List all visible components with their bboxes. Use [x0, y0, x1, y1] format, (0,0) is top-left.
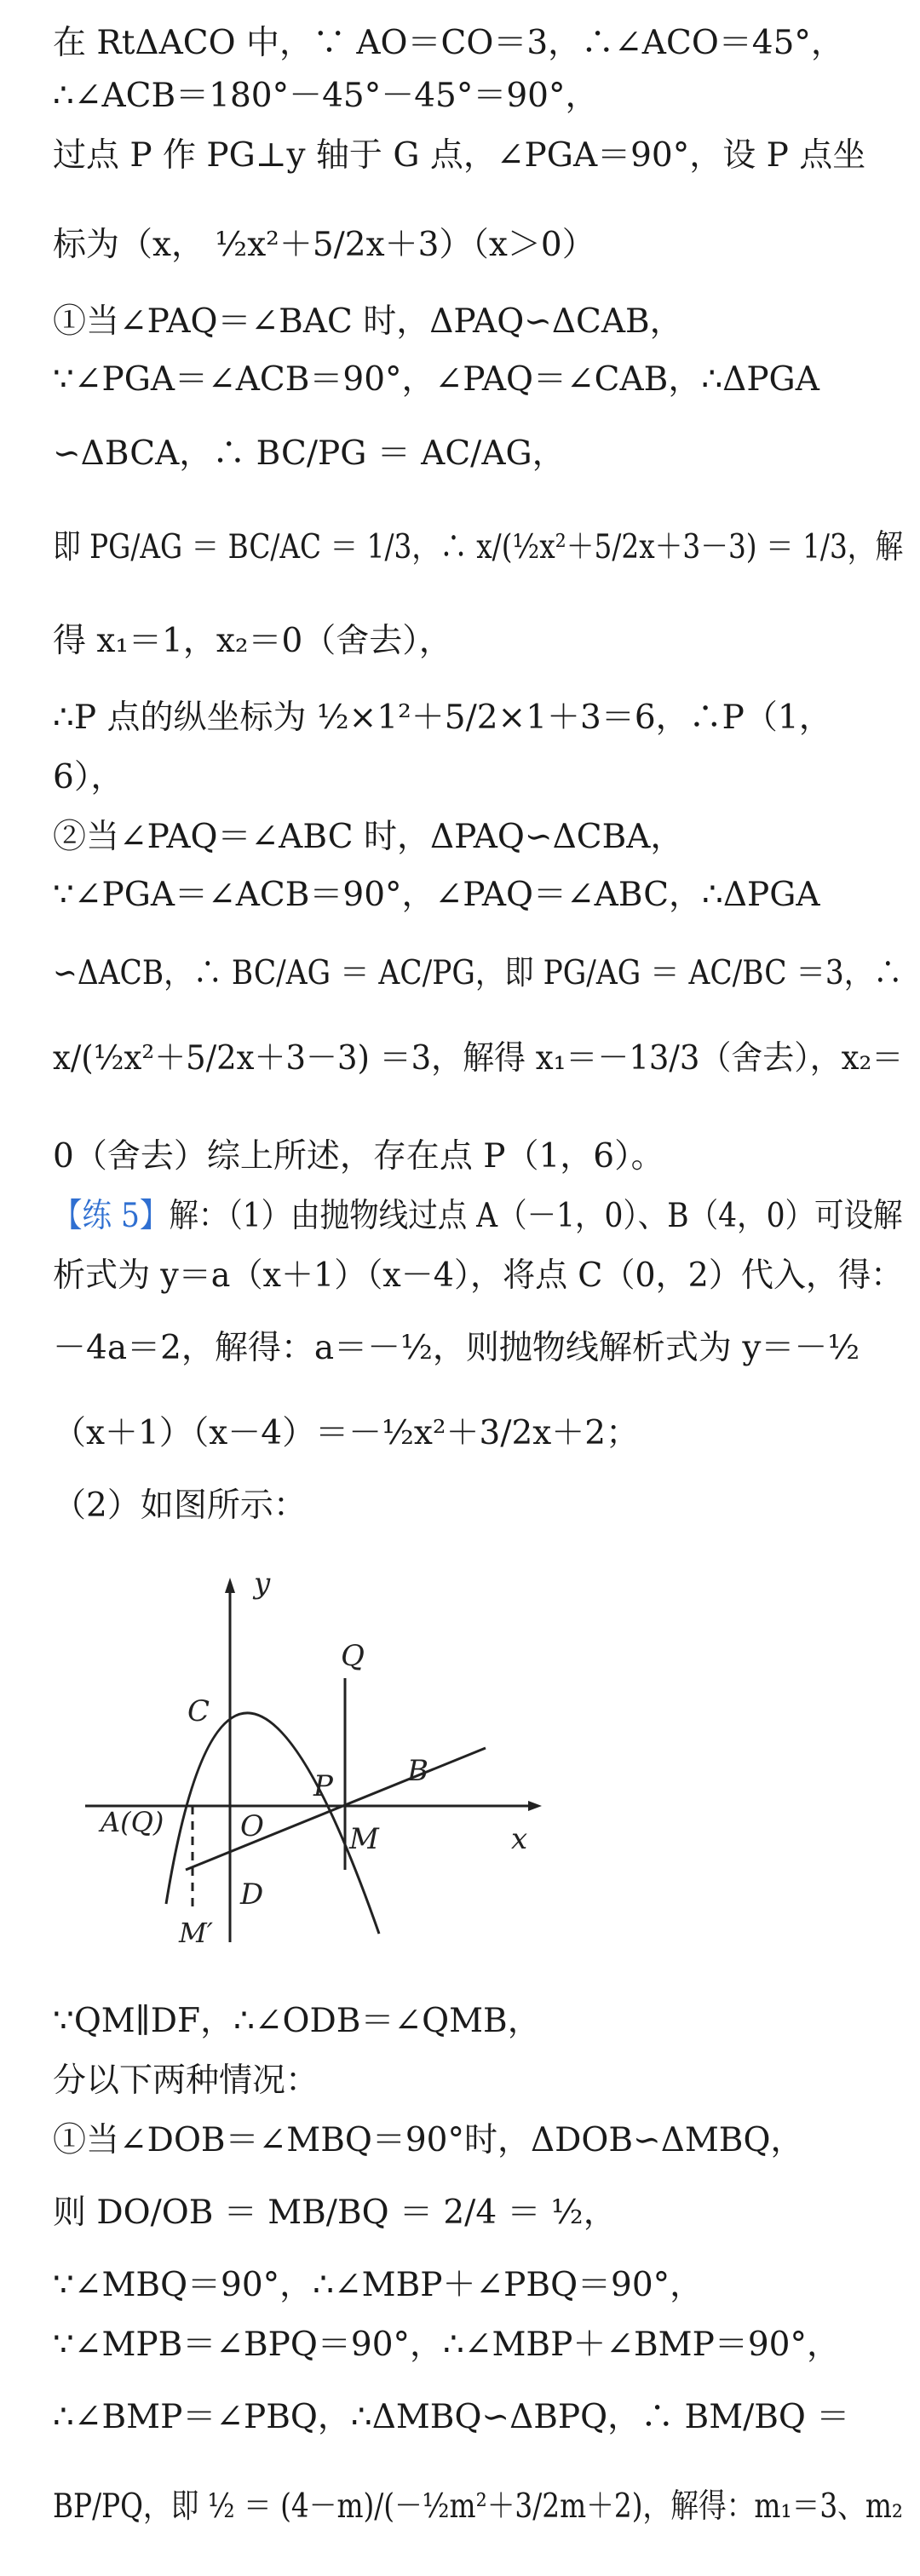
text-line-2: ∴∠ACB＝180°－45°－45°＝90°， — [53, 77, 599, 115]
text-line-10: ∴P 点的纵坐标为 ½×1²＋5/2×1＋3＝6，∴P（1， — [53, 699, 832, 737]
text-line-11: 6）， — [53, 758, 124, 796]
text-line-17: 【练 5】解：（1）由抛物线过点 A（－1，0）、B（4，0）可设解 — [53, 1197, 903, 1235]
text-line-25: 则 DO/OB ＝ MB/BQ ＝ 2/4 ＝ ½， — [53, 2194, 617, 2232]
label-d: D — [240, 1877, 264, 1912]
parabola-figure — [85, 1567, 562, 1951]
text-line-7: ∽ΔBCA，∴ BC/PG ＝ AC/AG， — [53, 434, 566, 473]
text-line-13: ∵∠PGA＝∠ACB＝90°，∠PAQ＝∠ABC，∴ΔPGA — [53, 876, 820, 914]
text-line-14: ∽ΔACB，∴ BC/AG ＝ AC/PG，即 PG/AG ＝ AC/BC ＝3，∴ — [53, 954, 903, 992]
label-m-prime: M′ — [179, 1917, 214, 1949]
label-o: O — [240, 1809, 264, 1843]
text-line-15: x/(½x²＋5/2x＋3－3) ＝3，解得 x₁＝－13/3（舍去），x₂＝ — [53, 1039, 904, 1078]
x-axis-arrow — [528, 1801, 542, 1811]
text-line-5: ①当∠PAQ＝∠BAC 时，ΔPAQ∽ΔCAB， — [53, 302, 683, 341]
text-line-19: －4a＝2，解得：a＝－½，则抛物线解析式为 y＝－½ — [53, 1329, 860, 1367]
text-line-4: 标为（x， ½x²＋5/2x＋3）（x＞0） — [53, 226, 595, 264]
label-c: C — [187, 1694, 210, 1728]
text-line-28: ∴∠BMP＝∠PBQ，∴ΔMBQ∽ΔBPQ，∴ BM/BQ ＝ — [53, 2398, 850, 2436]
text-line-24: ①当∠DOB＝∠MBQ＝90°时，ΔDOB∽ΔMBQ， — [53, 2121, 804, 2159]
text-line-16: 0（舍去）综上所述，存在点 P（1，6）。 — [53, 1137, 664, 1176]
label-b: B — [407, 1754, 428, 1788]
text-line-18: 析式为 y＝a（x＋1）（x－4），将点 C（0，2）代入，得： — [53, 1256, 904, 1295]
parabola-curve — [166, 1713, 379, 1934]
text-line-29: BP/PQ，即 ½ ＝ (4－m)/(－½m²＋3/2m＋2)，解得：m₁＝3、m₂ — [53, 2487, 904, 2526]
label-y: y — [254, 1567, 271, 1601]
text-line-21: （2）如图所示： — [53, 1486, 307, 1525]
text-line-22: ∵QM∥DF，∴∠ODB＝∠QMB， — [53, 2002, 541, 2040]
text-line-1: 在 RtΔACO 中，∵ AO＝CO＝3，∴∠ACO＝45°， — [53, 24, 844, 62]
exercise-label: 【练 5】 — [53, 1197, 170, 1235]
label-aq: A(Q) — [101, 1806, 164, 1838]
text-line-26: ∵∠MBQ＝90°，∴∠MBP＋∠PBQ＝90°， — [53, 2266, 704, 2304]
text-line-6: ∵∠PGA＝∠ACB＝90°，∠PAQ＝∠CAB，∴ΔPGA — [53, 360, 819, 399]
text-line-20: （x＋1）（x－4）＝－½x²＋3/2x＋2； — [53, 1414, 640, 1452]
y-axis-arrow — [225, 1578, 235, 1593]
text-line-12: ②当∠PAQ＝∠ABC 时，ΔPAQ∽ΔCBA， — [53, 818, 684, 856]
label-m: M — [349, 1822, 379, 1856]
text-line-27: ∵∠MPB＝∠BPQ＝90°，∴∠MBP＋∠BMP＝90°， — [53, 2326, 840, 2364]
text-line-9: 得 x₁＝1，x₂＝0（舍去）， — [53, 622, 452, 660]
label-x: x — [511, 1822, 528, 1856]
text-line-3: 过点 P 作 PG⊥y 轴于 G 点，∠PGA＝90°，设 P 点坐 — [53, 136, 866, 175]
text-line-8: 即 PG/AG ＝ BC/AC ＝ 1/3，∴ x/(½x²＋5/2x＋3－3) ＝ 1/3，解 — [53, 528, 904, 566]
label-p: P — [313, 1769, 333, 1803]
label-q: Q — [341, 1639, 365, 1673]
text-line-23: 分以下两种情况： — [53, 2061, 319, 2100]
